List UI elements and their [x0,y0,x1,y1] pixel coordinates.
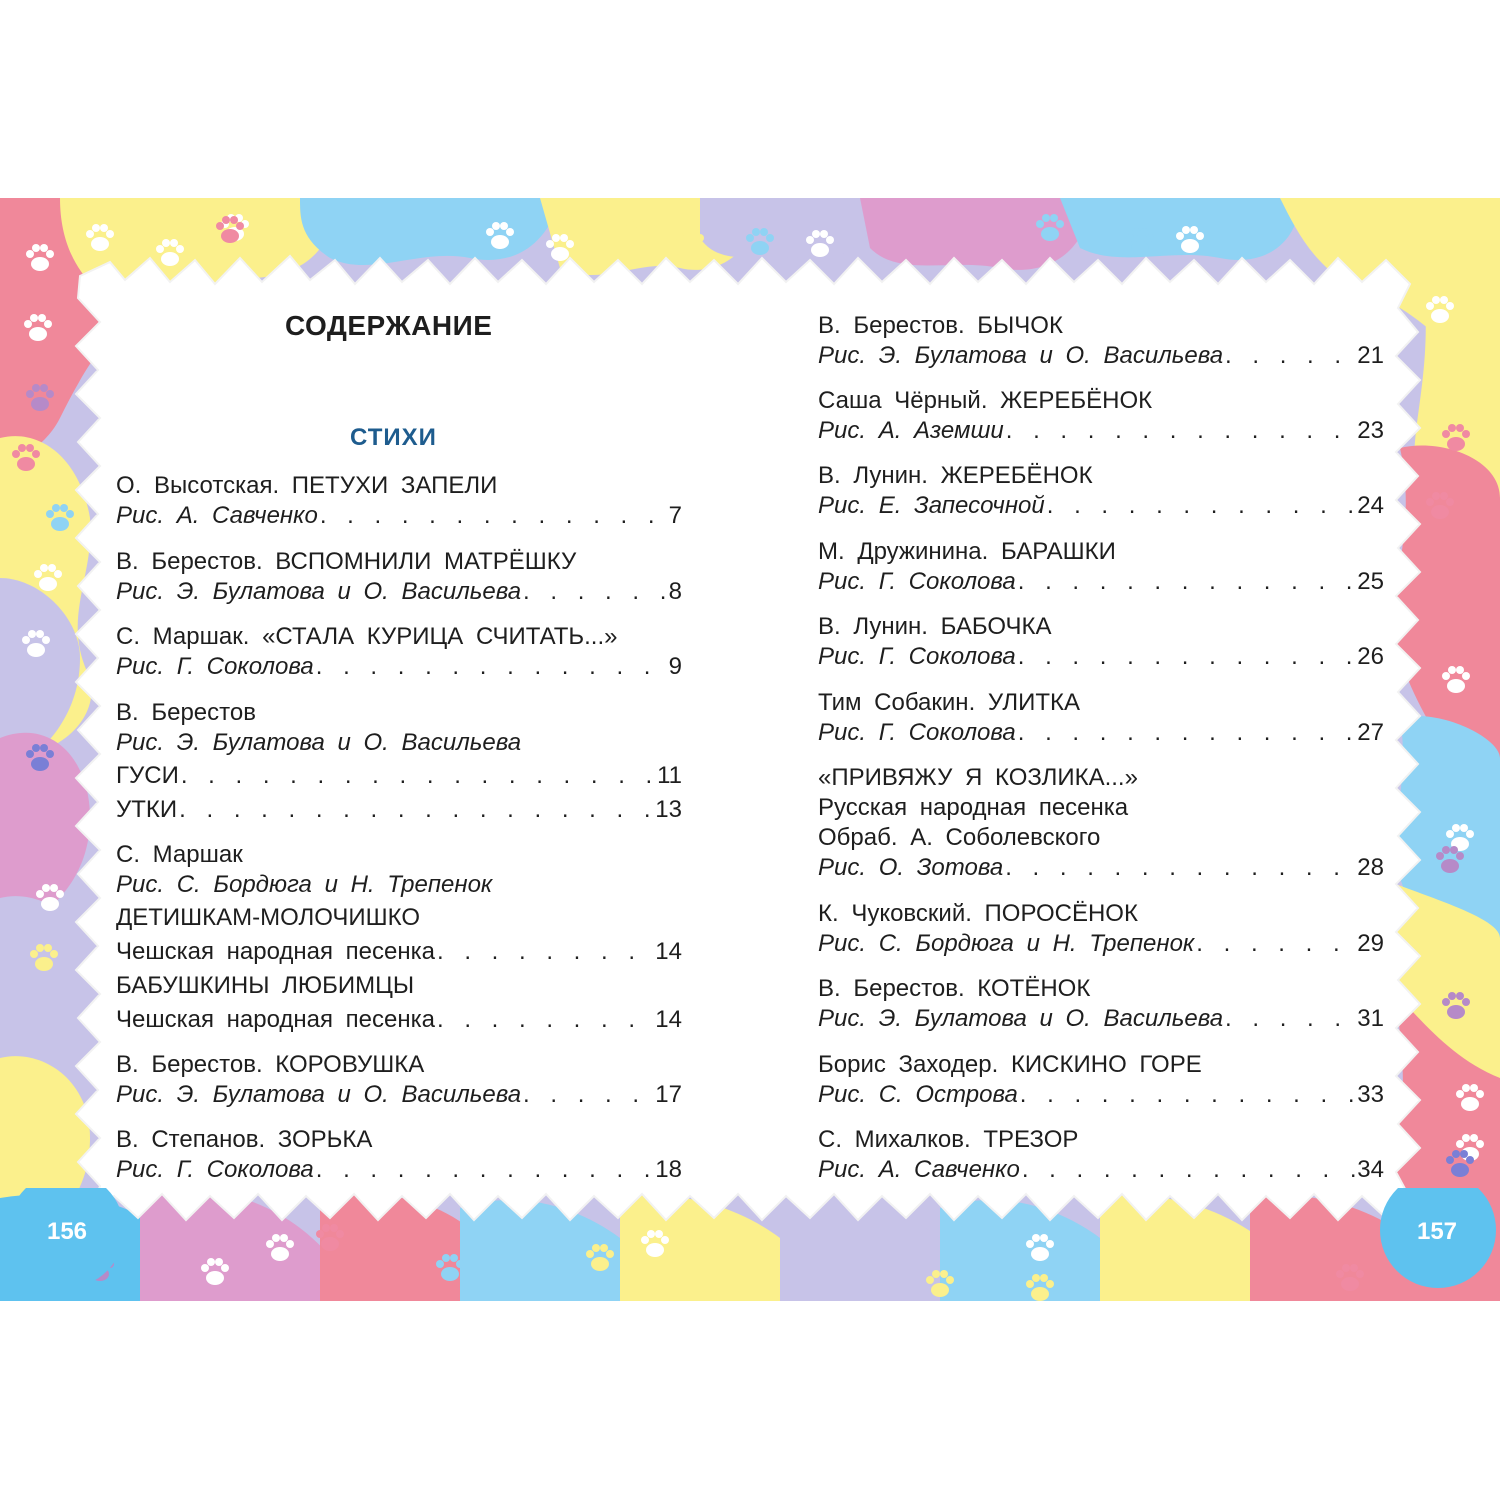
toc-line [818,852,1384,884]
leader-dots [1006,415,1356,447]
toc-line-text: Рис. Г. Соколова [818,568,1016,595]
toc-line-text: БАБУШКИНЫ ЛЮБИМЦЫ [116,972,415,999]
toc-line-text: Рис. Э. Булатова и О. Васильева [116,578,522,605]
leader-dots [1005,852,1355,884]
toc-line [116,621,682,653]
leader-dots [316,651,667,683]
toc-line [116,500,682,532]
toc-line [116,1154,682,1186]
toc-line [116,794,682,826]
leader-dots [437,1004,653,1036]
toc-line-text: Саша Чёрный. ЖЕРЕБЁНОК [818,387,1153,414]
toc-page-number: 18 [655,1156,682,1183]
toc-line [818,460,1384,492]
leader-dots [1047,490,1356,522]
toc-line-text: Рис. С. Бордюга и Н. Трепенок [818,930,1195,957]
toc-line-text: Рис. Г. Соколова [818,643,1016,670]
leader-dots [179,794,653,826]
leader-dots [1022,1154,1355,1186]
toc-line [818,1049,1384,1081]
toc-line [116,1004,682,1036]
leader-dots [523,1079,653,1111]
leader-dots [316,1154,654,1186]
toc-line-text: М. Дружинина. БАРАШКИ [818,538,1116,565]
toc-line-text: Рис. Э. Булатова и О. Васильева [818,1005,1224,1032]
toc-line [116,1079,682,1111]
toc-page-number: 14 [655,938,682,965]
toc-line-text: Чешская народная песенка [116,1006,435,1033]
toc-line-text: Рис. Г. Соколова [116,653,314,680]
toc-page-number: 28 [1357,854,1384,881]
toc-page-number: 17 [655,1081,682,1108]
toc-line-text: Чешская народная песенка [116,938,435,965]
toc-line [818,385,1384,417]
toc-line-text: ГУСИ [116,762,179,789]
toc-line [818,536,1384,568]
toc-page-number: 9 [668,653,682,680]
toc-line [116,1049,682,1081]
toc-line [116,546,682,578]
toc-page-number: 13 [655,796,682,823]
toc-line-text: В. Лунин. БАБОЧКА [818,613,1052,640]
toc-page-number: 25 [1357,568,1384,595]
page-number-right: 157 [1416,1218,1458,1245]
toc-line-text: Борис Заходер. КИСКИНО ГОРЕ [818,1051,1202,1078]
leader-dots [1225,340,1355,372]
toc-line [116,869,682,901]
leader-dots [1196,928,1355,960]
toc-line [116,760,682,792]
toc-line-text: Рис. Г. Соколова [116,1156,314,1183]
leader-dots [1018,566,1356,598]
toc-line [818,822,1384,854]
toc-line-text: В. Берестов [116,699,256,726]
toc-line-text: В. Степанов. ЗОРЬКА [116,1126,373,1153]
toc-line-text: С. Маршак [116,841,243,868]
toc-line [116,576,682,608]
left-page [0,198,750,1301]
toc-page-number: 7 [668,502,682,529]
toc-page-number: 26 [1357,643,1384,670]
page-number-left: 156 [46,1218,88,1245]
toc-page-number: 33 [1357,1081,1384,1108]
toc-line [116,1124,682,1156]
toc-line-text: В. Берестов. КОТЁНОК [818,975,1091,1002]
toc-line-text: В. Берестов. КОРОВУШКА [116,1051,425,1078]
toc-line-text: Русская народная песенка [818,794,1129,821]
toc-line [116,697,682,729]
toc-line [818,641,1384,673]
toc-line [818,611,1384,643]
toc-line-text: Рис. А. Савченко [818,1156,1020,1183]
toc-line [818,566,1384,598]
leader-dots [523,576,667,608]
toc-title: СОДЕРЖАНИЕ [285,310,493,341]
toc-line [116,839,682,871]
toc-page-number: 23 [1357,417,1384,444]
book-spread [0,198,1500,1301]
leader-dots [1020,1079,1356,1111]
toc-line [818,490,1384,522]
toc-line-text: Рис. О. Зотова [818,854,1004,881]
toc-line [818,928,1384,960]
toc-line-text: УТКИ [116,796,178,823]
toc-line [818,1079,1384,1111]
toc-line-text: ДЕТИШКАМ-МОЛОЧИШКО [116,904,421,931]
toc-page-number: 31 [1357,1005,1384,1032]
toc-line [818,1154,1384,1186]
toc-line-text: Рис. С. Бордюга и Н. Трепенок [116,871,493,898]
toc-line [116,651,682,683]
toc-line-text: С. Михалков. ТРЕЗОР [818,1126,1079,1153]
toc-line-text: Рис. С. Острова [818,1081,1018,1108]
toc-page-number: 14 [655,1006,682,1033]
leader-dots [1225,1003,1355,1035]
toc-line-text: Рис. Е. Запесочной [818,492,1045,519]
toc-line-text: Рис. А. Аземши [818,417,1004,444]
leader-dots [320,500,667,532]
section-title: СТИХИ [350,424,437,451]
leader-dots [437,936,653,968]
toc-line [818,415,1384,447]
toc-line [818,687,1384,719]
toc-page-number: 29 [1357,930,1384,957]
toc-line-text: «ПРИВЯЖУ Я КОЗЛИКА...» [818,764,1138,791]
toc-line-text: В. Лунин. ЖЕРЕБЁНОК [818,462,1093,489]
toc-line [116,727,682,759]
toc-line [116,470,682,502]
toc-page-number: 21 [1357,342,1384,369]
toc-line-text: Рис. Э. Булатова и О. Васильева [818,342,1224,369]
toc-line [818,340,1384,372]
toc-line-text: С. Маршак. «СТАЛА КУРИЦА СЧИТАТЬ...» [116,623,618,650]
toc-line [116,936,682,968]
right-page [750,198,1500,1301]
toc-page-number: 34 [1357,1156,1384,1183]
toc-line [116,970,682,1002]
toc-line-text: Рис. Э. Булатова и О. Васильева [116,729,522,756]
toc-page-number: 24 [1357,492,1384,519]
leader-dots [1018,641,1356,673]
toc-line [818,1003,1384,1035]
toc-line-text: О. Высотская. ПЕТУХИ ЗАПЕЛИ [116,472,498,499]
toc-line [818,973,1384,1005]
toc-line [116,902,682,934]
toc-line-text: К. Чуковский. ПОРОСЁНОК [818,900,1138,927]
toc-line-text: Рис. А. Савченко [116,502,318,529]
toc-line [818,898,1384,930]
toc-page-number: 11 [657,762,682,789]
toc-line-text: В. Берестов. ВСПОМНИЛИ МАТРЁШКУ [116,548,577,575]
toc-line [818,717,1384,749]
leader-dots [1018,717,1356,749]
toc-page-number: 27 [1357,719,1384,746]
toc-page-number: 8 [668,578,682,605]
toc-line-text: Тим Собакин. УЛИТКА [818,689,1080,716]
toc-line-text: Обраб. А. Соболевского [818,824,1101,851]
toc-line [818,792,1384,824]
leader-dots [181,760,655,792]
toc-line [818,1124,1384,1156]
toc-line-text: Рис. Э. Булатова и О. Васильева [116,1081,522,1108]
toc-line [818,762,1384,794]
toc-line [818,310,1384,342]
toc-line-text: Рис. Г. Соколова [818,719,1016,746]
toc-line-text: В. Берестов. БЫЧОК [818,312,1063,339]
